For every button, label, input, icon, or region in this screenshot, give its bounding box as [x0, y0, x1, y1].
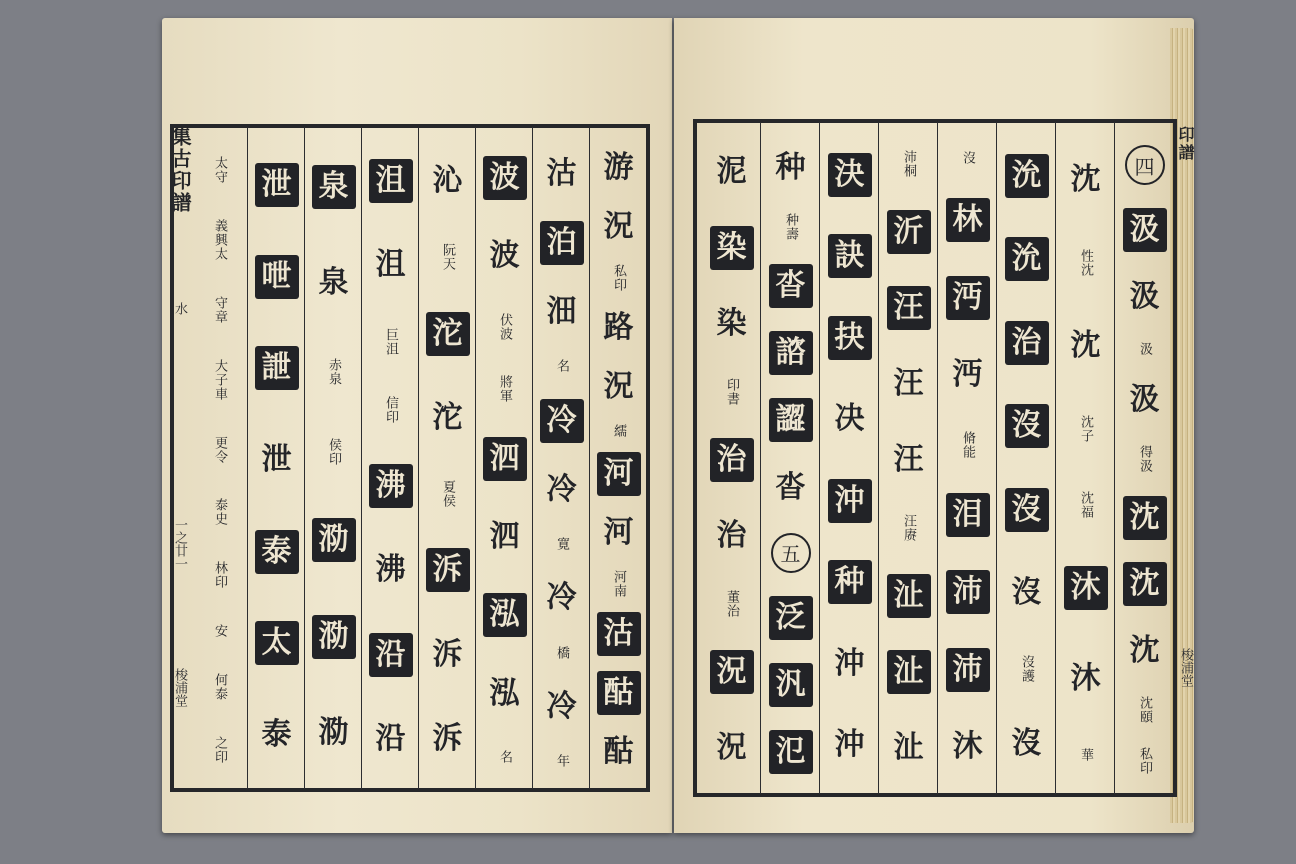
column-rule — [1114, 122, 1116, 794]
seal-impression-intaglio: 況 — [710, 650, 754, 694]
seal-impression-relief: 沓 — [775, 469, 806, 505]
seal-impression-intaglio: 譅 — [769, 398, 813, 442]
seal-caption: 印書 — [724, 378, 739, 406]
seal-impression-intaglio: 泝 — [426, 548, 470, 592]
seal-impression-relief: 波 — [489, 238, 520, 274]
seal-impression-intaglio: 泰 — [255, 530, 299, 574]
seal-impression-relief: 沐 — [1070, 661, 1101, 697]
section-number: 五 — [771, 533, 811, 573]
right-page-frame — [693, 119, 1177, 797]
seal-caption: 寛 — [554, 537, 569, 552]
column-rule — [996, 122, 998, 794]
seal-impression-relief: 泰 — [261, 717, 292, 753]
seal-caption: 夏侯 — [440, 480, 455, 509]
right-book-title: 印譜 — [1176, 126, 1195, 162]
seal-impression-intaglio: 染 — [710, 226, 754, 270]
right-page-column — [1060, 134, 1112, 786]
seal-impression-intaglio: 林 — [946, 198, 990, 242]
seal-impression-intaglio: 太 — [255, 621, 299, 665]
seal-impression-relief: 治 — [716, 518, 747, 553]
seal-caption: 更令 — [212, 435, 227, 464]
seal-caption: 橋 — [554, 645, 569, 660]
folio-number: 一之廿一 — [172, 518, 187, 570]
seal-impression-intaglio: 訣 — [828, 234, 872, 278]
seal-impression-intaglio: 泛 — [769, 596, 813, 640]
seal-impression-relief: 泝 — [432, 636, 463, 672]
right-page-column — [706, 134, 758, 786]
seal-impression-intaglio: 氾 — [769, 730, 813, 774]
open-book — [158, 18, 1198, 833]
seal-impression-relief: 沖 — [834, 727, 865, 763]
seal-caption: 脩能 — [960, 430, 975, 459]
right-page-column — [942, 134, 994, 786]
seal-impression-relief: 冷 — [546, 580, 577, 616]
seal-impression-intaglio: 泉 — [312, 165, 356, 209]
left-page-column — [365, 139, 417, 781]
right-page-column — [1001, 134, 1053, 786]
seal-impression-relief: 路 — [603, 310, 634, 346]
seal-caption: 沈福 — [1078, 490, 1093, 519]
left-page-column — [422, 139, 474, 781]
seal-impression-intaglio: 治 — [710, 438, 754, 482]
seal-impression-intaglio: 汪 — [887, 286, 931, 330]
seal-impression-intaglio: 詍 — [255, 346, 299, 390]
column-rule — [760, 122, 762, 794]
seal-impression-relief: 沿 — [375, 720, 406, 756]
seal-impression-relief: 況 — [716, 730, 747, 765]
seal-impression-intaglio: 沒 — [1005, 488, 1049, 532]
seal-impression-relief: 沮 — [375, 247, 406, 283]
seal-impression-relief: 沖 — [834, 645, 865, 681]
seal-caption: 守章 — [212, 295, 227, 324]
seal-caption: 私印 — [611, 263, 626, 292]
seal-impression-intaglio: 河 — [597, 452, 641, 496]
seal-impression-intaglio: 沱 — [426, 312, 470, 356]
seal-impression-relief: 汪 — [893, 366, 924, 401]
seal-impression-relief: 泐 — [318, 714, 349, 750]
right-page-column — [824, 134, 876, 786]
seal-impression-intaglio: 沇 — [1005, 237, 1049, 281]
seal-impression-relief: 泄 — [261, 441, 292, 477]
seal-impression-intaglio: 沚 — [887, 650, 931, 694]
seal-impression-intaglio: 沸 — [369, 464, 413, 508]
seal-caption: 得汲 — [1137, 444, 1152, 473]
right-printer-name: 梭浦堂 — [1178, 648, 1193, 687]
left-page-column — [308, 139, 360, 781]
seal-impression-intaglio: 沿 — [369, 633, 413, 677]
seal-caption: 名 — [554, 359, 569, 374]
seal-impression-relief: 汪 — [893, 442, 924, 477]
seal-impression-intaglio: 沛 — [946, 648, 990, 692]
seal-caption: 侯印 — [326, 437, 341, 466]
seal-impression-relief: 沒 — [1011, 575, 1042, 611]
seal-impression-relief: 沸 — [375, 552, 406, 588]
column-rule — [532, 127, 534, 789]
seal-caption: 名 — [497, 749, 512, 764]
seal-caption: 將軍 — [497, 374, 512, 403]
seal-impression-intaglio: 汎 — [769, 663, 813, 707]
column-rule — [878, 122, 880, 794]
left-page-column — [479, 139, 531, 781]
seal-impression-relief: 沒 — [1011, 726, 1042, 762]
seal-caption: 華 — [1078, 748, 1093, 763]
seal-impression-intaglio: 沐 — [1064, 566, 1108, 610]
book-title: 集古印譜 — [168, 126, 192, 214]
seal-impression-intaglio: 沈 — [1123, 562, 1167, 606]
seal-impression-intaglio: 沒 — [1005, 404, 1049, 448]
seal-impression-intaglio: 泐 — [312, 615, 356, 659]
volume-label: 水 — [172, 302, 187, 315]
seal-impression-relief: 沈 — [1070, 328, 1101, 364]
right-page-column — [1119, 134, 1171, 786]
seal-impression-intaglio: 酤 — [597, 671, 641, 715]
seal-caption: 赤泉 — [326, 357, 341, 386]
seal-impression-relief: 泉 — [318, 265, 349, 301]
seal-impression-intaglio: 种 — [828, 560, 872, 604]
seal-caption: 性沈 — [1078, 248, 1093, 277]
column-rule — [475, 127, 477, 789]
seal-impression-relief: 泗 — [489, 519, 520, 555]
seal-impression-intaglio: 沮 — [369, 159, 413, 203]
seal-impression-relief: 沔 — [952, 357, 983, 393]
seal-caption: 私印 — [1137, 746, 1152, 775]
seal-caption: 之印 — [212, 735, 227, 764]
seal-caption: 太守 — [212, 156, 227, 185]
seal-impression-intaglio: 決 — [828, 153, 872, 197]
seal-impression-intaglio: 沇 — [1005, 154, 1049, 198]
seal-caption: 伏波 — [497, 312, 512, 341]
seal-impression-intaglio: 泗 — [483, 437, 527, 481]
seal-caption: 大子車 — [212, 358, 227, 401]
seal-impression-intaglio: 沛 — [946, 570, 990, 614]
seal-caption: 巨沮 — [383, 327, 398, 356]
seal-caption: 信印 — [383, 395, 398, 424]
column-rule — [247, 127, 249, 789]
seal-impression-relief: 染 — [716, 306, 747, 341]
seal-caption: 年 — [554, 754, 569, 769]
seal-impression-relief: 沽 — [546, 155, 577, 191]
seal-impression-relief: 沚 — [893, 730, 924, 765]
seal-caption: 沈頤 — [1137, 695, 1152, 724]
seal-impression-intaglio: 汲 — [1123, 208, 1167, 252]
seal-impression-relief: 酤 — [603, 733, 634, 769]
seal-impression-intaglio: 波 — [483, 156, 527, 200]
seal-caption: 林印 — [212, 561, 227, 590]
seal-impression-intaglio: 沈 — [1123, 496, 1167, 540]
seal-impression-relief: 种 — [775, 149, 806, 185]
left-page-frame — [170, 124, 650, 792]
seal-impression-relief: 决 — [834, 401, 865, 437]
seal-caption: 汪赓 — [901, 514, 916, 542]
seal-impression-intaglio: 泐 — [312, 518, 356, 562]
column-rule — [937, 122, 939, 794]
seal-impression-intaglio: 沚 — [887, 574, 931, 618]
seal-caption: 董治 — [724, 590, 739, 618]
column-rule — [589, 127, 591, 789]
seal-impression-relief: 沈 — [1129, 633, 1160, 669]
seal-impression-relief: 沺 — [546, 294, 577, 330]
left-page-column — [194, 139, 246, 781]
seal-impression-intaglio: 冷 — [540, 399, 584, 443]
seal-impression-relief: 河 — [603, 514, 634, 550]
seal-caption: 汲 — [1137, 341, 1152, 356]
column-rule — [304, 127, 306, 789]
seal-caption: 河南 — [611, 569, 626, 598]
seal-impression-intaglio: 沓 — [769, 264, 813, 308]
seal-impression-intaglio: 沂 — [887, 210, 931, 254]
seal-caption: 泰史 — [212, 498, 227, 527]
column-rule — [418, 127, 420, 789]
column-rule — [361, 127, 363, 789]
seal-caption: 种壽 — [783, 212, 798, 241]
seal-caption: 沛桐 — [901, 150, 916, 178]
seal-caption: 義興太 — [212, 219, 227, 262]
column-rule — [1055, 122, 1057, 794]
seal-impression-intaglio: 沖 — [828, 479, 872, 523]
seal-caption: 沒 — [960, 150, 975, 165]
seal-impression-intaglio: 泓 — [483, 593, 527, 637]
printer-name: 梭浦堂 — [172, 668, 187, 707]
seal-impression-intaglio: 沽 — [597, 612, 641, 656]
seal-impression-intaglio: 治 — [1005, 321, 1049, 365]
seal-caption: 繻 — [611, 423, 626, 438]
seal-impression-relief: 況 — [603, 208, 634, 244]
right-page-column — [883, 134, 935, 786]
left-page-column — [536, 139, 588, 781]
seal-impression-intaglio: 抉 — [828, 316, 872, 360]
seal-impression-relief: 況 — [603, 368, 634, 404]
left-page-column — [251, 139, 303, 781]
seal-caption: 安 — [212, 623, 227, 638]
column-rule — [819, 122, 821, 794]
seal-impression-relief: 泥 — [716, 154, 747, 189]
section-number: 四 — [1125, 145, 1165, 185]
seal-impression-intaglio: 呭 — [255, 255, 299, 299]
seal-impression-relief: 冷 — [546, 689, 577, 725]
seal-caption: 阮天 — [440, 243, 455, 272]
seal-impression-intaglio: 泊 — [540, 221, 584, 265]
seal-impression-intaglio: 諮 — [769, 331, 813, 375]
seal-caption: 何泰 — [212, 672, 227, 701]
seal-impression-relief: 沁 — [432, 163, 463, 199]
seal-impression-relief: 沐 — [952, 729, 983, 765]
seal-caption: 沒護 — [1019, 654, 1034, 683]
seal-caption: 沈子 — [1078, 415, 1093, 444]
seal-impression-intaglio: 沔 — [946, 276, 990, 320]
seal-impression-relief: 汲 — [1129, 382, 1160, 418]
seal-impression-intaglio: 泪 — [946, 493, 990, 537]
seal-impression-relief: 沈 — [1070, 161, 1101, 197]
seal-impression-relief: 沱 — [432, 399, 463, 435]
seal-impression-relief: 泓 — [489, 675, 520, 711]
seal-impression-relief: 冷 — [546, 471, 577, 507]
right-page-column — [765, 134, 817, 786]
seal-impression-relief: 汲 — [1129, 278, 1160, 314]
seal-impression-intaglio: 泄 — [255, 163, 299, 207]
left-page-column — [593, 139, 645, 781]
seal-impression-relief: 泝 — [432, 720, 463, 756]
seal-impression-relief: 游 — [603, 150, 634, 186]
